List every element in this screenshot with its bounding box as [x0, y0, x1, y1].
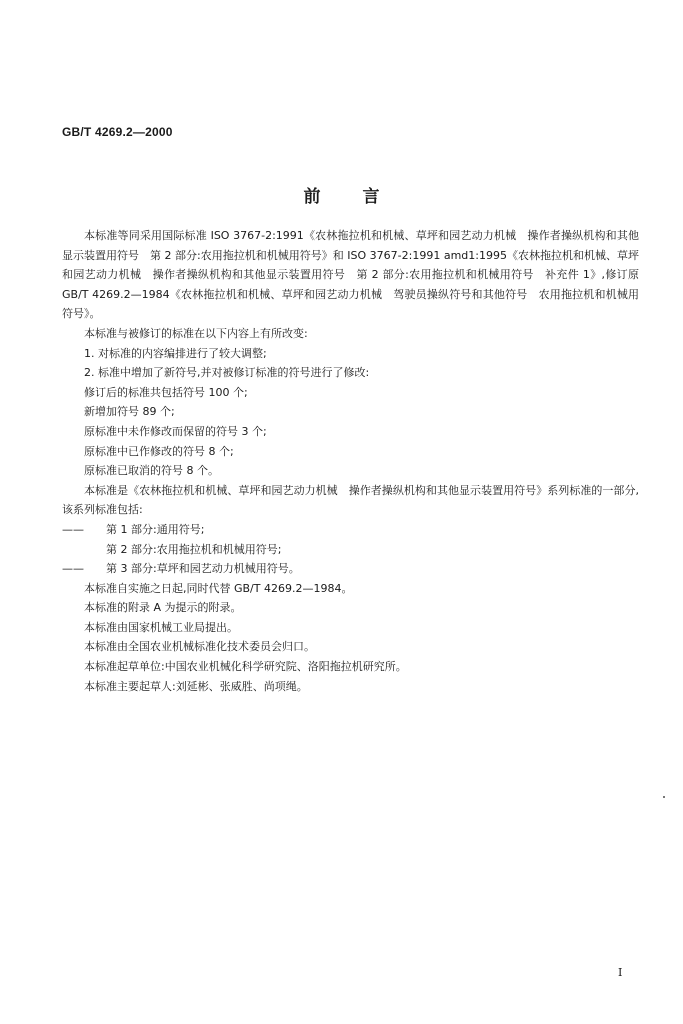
- intro-paragraph: 本标准等同采用国际标准 ISO 3767-2:1991《农林拖拉机和机械、草坪和园艺动力机械 操作者操纵机构和其他显示装置用符号 第 2 部分:农用拖拉机和机械用符号》和 ISO 3767-2:1991 amd1:1995《农林拖拉机和机械、草坪和园艺动力机械 操作者操纵机构和其他显示装置用符号 第 2 部分:农用拖拉机和机械用符号 补充件 1》,修订原 GB/T 4269.2—1984《农林拖拉机和机械、草坪和园艺动力机械 驾驶员操纵符号和其他符号 农用拖拉机和机械用符号》。: [62, 229, 639, 321]
- page-number: I: [618, 966, 623, 979]
- part-3-dash: ——: [62, 562, 84, 576]
- series-intro: 本标准是《农林拖拉机和机械、草坪和园艺动力机械 操作者操纵机构和其他显示装置用符号》系列标准的一部分,该系列标准包括:: [62, 483, 639, 517]
- proposer-statement: 本标准由国家机械工业局提出。: [84, 620, 238, 634]
- centralizer-statement: 本标准由全国农业机械标准化技术委员会归口。: [84, 640, 315, 654]
- changes-intro: 本标准与被修订的标准在以下内容上有所改变:: [84, 326, 308, 340]
- margin-mark: [663, 796, 665, 798]
- drafting-units-statement: 本标准起草单位:中国农业机械化科学研究院、洛阳拖拉机研究所。: [84, 660, 407, 674]
- standard-code: GB/T 4269.2—2000: [62, 125, 173, 139]
- total-symbols: 修订后的标准共包括符号 100 个;: [84, 385, 248, 399]
- retained-symbols: 原标准中未作修改而保留的符号 3 个;: [84, 424, 267, 438]
- added-symbols: 新增加符号 89 个;: [84, 405, 175, 419]
- series-part-1: [62, 520, 639, 540]
- appendix-statement: 本标准的附录 A 为提示的附录。: [84, 601, 242, 615]
- part-1-label: 第 1 部分:通用符号;: [106, 522, 205, 536]
- foreword-body: [62, 226, 639, 696]
- page-title: 前言: [303, 187, 422, 207]
- change-item-1: 1. 对标准的内容编排进行了较大调整;: [84, 346, 267, 360]
- series-part-3: [62, 559, 639, 579]
- series-part-2: 第 2 部分:农用拖拉机和机械用符号;: [106, 542, 282, 556]
- change-item-2: 2. 标准中增加了新符号,并对被修订标准的符号进行了修改:: [84, 366, 370, 380]
- removed-symbols: 原标准已取消的符号 8 个。: [84, 464, 219, 478]
- effective-statement: 本标准自实施之日起,同时代替 GB/T 4269.2—1984。: [84, 581, 353, 595]
- part-1-dash: ——: [62, 522, 84, 536]
- drafters-statement: 本标准主要起草人:刘延彬、张威胜、尚项绳。: [84, 679, 308, 693]
- modified-symbols: 原标准中已作修改的符号 8 个;: [84, 444, 234, 458]
- part-3-label: 第 3 部分:草坪和园艺动力机械用符号。: [106, 562, 300, 576]
